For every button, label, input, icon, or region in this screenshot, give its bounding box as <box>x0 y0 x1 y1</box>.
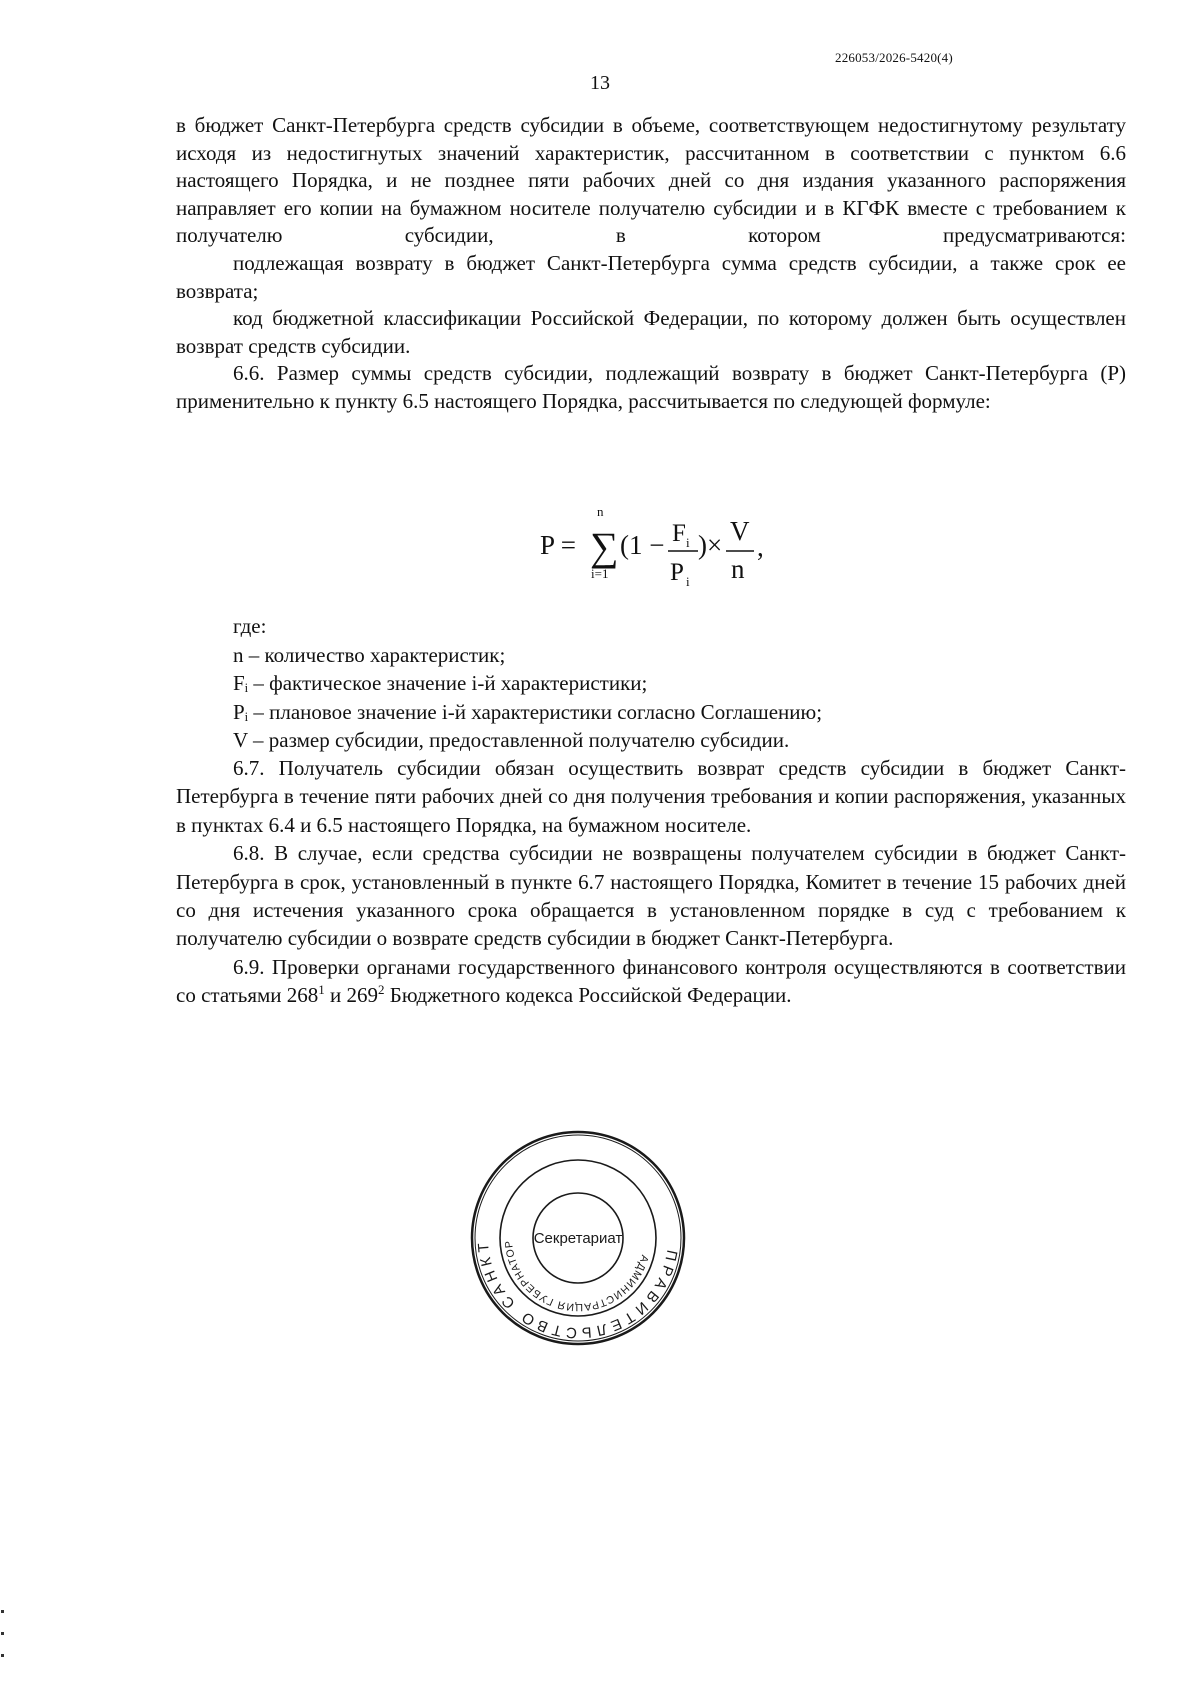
main-text-top <box>176 112 1126 416</box>
formula-v-denominator: n <box>731 554 745 584</box>
paragraph-budget-code: код бюджетной классификации Российской Федерации, по которому должен быть осуществлен возврат средств субсидии. <box>176 306 1126 358</box>
formula-sum-sign: ∑ <box>590 524 619 569</box>
stamp-inner-text-path: АДМИНИСТРАЦИЯ ГУБЕРНАТОР <box>502 1240 651 1314</box>
main-text-bottom <box>176 754 1126 1010</box>
paragraph-6-6: 6.6. Размер суммы средств субсидии, подлежащий возврату в бюджет Санкт-Петербурга (Р) применительно к пункту 6.5 настоящего Порядка, рассчитывается по следующей формуле: <box>176 361 1126 413</box>
official-stamp <box>468 1128 688 1348</box>
paragraph-6-7: 6.7. Получатель субсидии обязан осуществить возврат средств субсидии в бюджет Санкт-Петербурга в течение пяти рабочих дней со дня получения требования и копии распоряжения, указанных в пунктах 6.4 и 6.5 настоящего Порядка, на бумажном носителе. <box>176 756 1126 837</box>
formula-definitions <box>233 612 1123 755</box>
stamp-outer-text-path: ПРАВИТЕЛЬСТВО САНКТ <box>474 1237 681 1342</box>
formula-sum-upper: n <box>597 504 604 519</box>
page-number: 13 <box>590 72 610 94</box>
formula-fraction-numerator-sub: i <box>686 535 690 550</box>
definition-f: Fᵢ – фактическое значение i-й характеристики; <box>233 671 648 696</box>
paragraph-6-9-end: Бюджетного кодекса Российской Федерации. <box>384 983 792 1008</box>
paragraph-6-9-start: 6.9. Проверки органами государственного финансового контроля осуществляются в соответствии со статьями 268 <box>176 954 1126 1008</box>
formula-comma: , <box>757 532 764 562</box>
formula-fraction-denominator: P <box>670 559 684 586</box>
stamp-graphic <box>468 1128 688 1348</box>
formula-fraction-numerator: F <box>672 520 686 547</box>
definition-p: Pᵢ – плановое значение i-й характеристики согласно Соглашению; <box>233 699 823 724</box>
paragraph-6-8: 6.8. В случае, если средства субсидии не возвращены получателем субсидии в бюджет Санкт-Петербурга в срок, установленный в пункте 6.7 настоящего Порядка, Комитет в течение 15 рабочих дней со дня истечения указанного срока обращается в установленном порядке в суд с требованием к получателю субсидии о возврате средств субсидии в бюджет Санкт-Петербурга. <box>176 841 1126 951</box>
definition-v: V – размер субсидии, предоставленной получателю субсидии. <box>233 728 790 753</box>
paragraph-continuation: в бюджет Санкт-Петербурга средств субсидии в объеме, соответствующем недостигнутому результату исходя из недостигнутых значений характеристик, рассчитанном в соответствии с пунктом 6.6 настоящего Порядка, и не позднее пяти рабочих дней со дня издания указанного распоряжения направляет его копии на бумажном носителе получателю субсидии и в КГФК вместе с требованием к получателю субсидии, в котором предусматриваются: <box>176 113 1126 248</box>
formula-sum-lower: i=1 <box>591 566 609 581</box>
paragraph-6-9-mid: и 269 <box>324 983 379 1008</box>
formula-lhs: P = <box>540 530 576 560</box>
formula-open: (1 − <box>620 530 665 560</box>
formula-times: )× <box>698 530 723 560</box>
definition-n: n – количество характеристик; <box>233 642 506 667</box>
scan-artifact <box>1 1654 4 1657</box>
document-number: 226053/2026-5420(4) <box>835 50 953 65</box>
paragraph-return-amount: подлежащая возврату в бюджет Санкт-Петербурга сумма средств субсидии, а также срок ее возврата; <box>176 250 1126 303</box>
definitions-intro: где: <box>233 614 267 638</box>
paragraph-6-9 <box>176 953 1126 1010</box>
formula-graphic <box>540 504 780 600</box>
superscript-2: 2 <box>378 982 385 998</box>
formula-v-numerator: V <box>730 516 750 546</box>
formula-fraction-denominator-sub: i <box>686 574 690 589</box>
scan-artifact <box>1 1610 4 1613</box>
stamp-center-text: Секретариат <box>533 1230 623 1247</box>
superscript-1: 1 <box>318 982 325 998</box>
scan-artifact <box>1 1632 4 1635</box>
return-formula <box>540 504 780 600</box>
